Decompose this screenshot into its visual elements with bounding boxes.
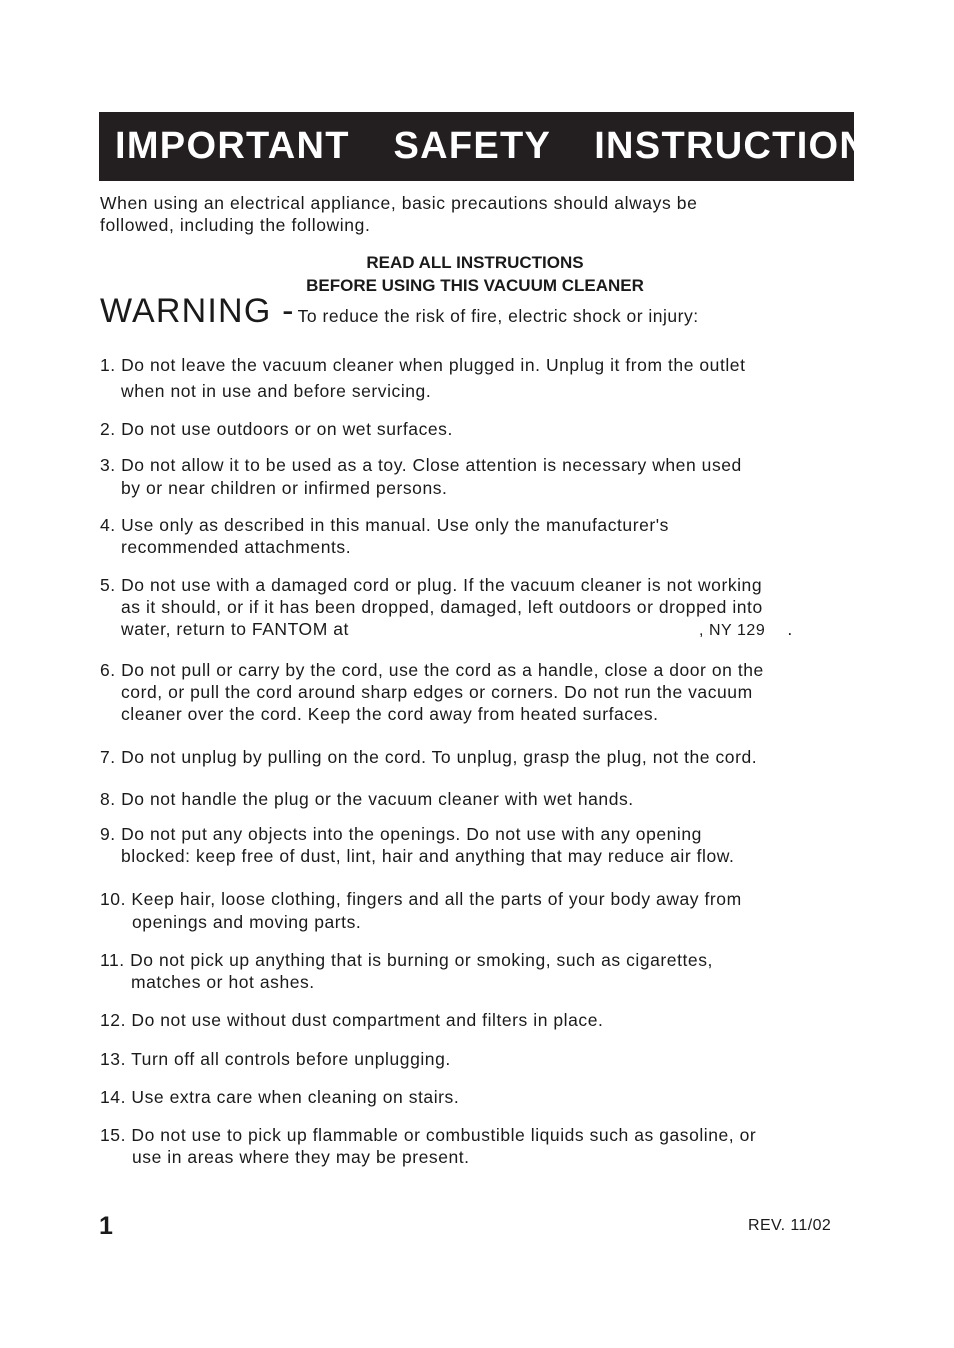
revision-label: REV. 11/02 [748,1217,832,1234]
item-text: 13. Turn off all controls before unplugging. [100,1049,451,1069]
item-text: . [787,619,793,639]
intro-line: When using an electrical appliance, basic precautions should always be [100,193,698,213]
warning-label: WARNING - [100,292,295,330]
item-text: 7. Do not unplug by pulling on the cord. To unplug, grasp the plug, not the cord. [100,747,758,767]
list-item [100,746,845,768]
list-item [100,354,845,402]
item-line [100,618,845,642]
item-text: when not in use and before servicing. [121,381,432,401]
item-text: 15. Do not use to pick up flammable or combustible liquids such as gasoline, or [100,1125,757,1145]
item-text: 11. Do not pick up anything that is burning or smoking, such as cigarettes, [100,950,713,970]
list-item [100,574,845,642]
list-item [100,1086,845,1108]
list-item [100,823,845,867]
item-text: 4. Use only as described in this manual. Use only the manufacturer's [100,515,669,535]
page-number: 1 [99,1212,113,1240]
item-text: 5. Do not use with a damaged cord or plug. If the vacuum cleaner is not working [100,575,763,595]
item-text: 2. Do not use outdoors or on wet surfaces. [100,419,453,439]
item-text: 6. Do not pull or carry by the cord, use the cord as a handle, close a door on the [100,660,764,680]
list-item [100,788,845,810]
list-item [100,1048,845,1070]
list-item [100,949,845,993]
item-text: blocked: keep free of dust, lint, hair and anything that may reduce air flow. [121,846,735,866]
list-item [100,418,845,440]
warning-text: To reduce the risk of fire, electric shock or injury: [297,306,699,326]
item-text: 14. Use extra care when cleaning on stairs. [100,1087,460,1107]
item-text: cord, or pull the cord around sharp edges or corners. Do not run the vacuum [121,682,753,702]
item-text: openings and moving parts. [132,912,362,932]
title-banner [99,112,895,181]
item-text: water, return to FANTOM at [121,619,349,639]
page-title: IMPORTANT SAFETY INSTRUCTIONS [115,125,895,167]
item-text: 10. Keep hair, loose clothing, fingers and all the parts of your body away from [100,889,742,909]
read-all-heading [200,251,750,297]
read-all-line: READ ALL INSTRUCTIONS [366,253,584,272]
intro-line: followed, including the following. [100,215,371,235]
list-item [100,1009,845,1031]
item-text: cleaner over the cord. Keep the cord away from heated surfaces. [121,704,659,724]
item-text: 1. Do not leave the vacuum cleaner when plugged in. Unplug it from the outlet [100,355,746,375]
intro-paragraph [100,192,820,236]
item-text: by or near children or infirmed persons. [121,478,448,498]
list-item [100,1124,845,1168]
list-item [100,888,845,933]
list-item [100,454,845,499]
item-text: 3. Do not allow it to be used as a toy. Close attention is necessary when used [100,455,742,475]
item-text: 12. Do not use without dust compartment and filters in place. [100,1010,604,1030]
list-item [100,514,845,558]
item-text: use in areas where they may be present. [132,1147,470,1167]
list-item [100,659,845,725]
item-text: as it should, or if it has been dropped, damaged, left outdoors or dropped into [121,597,763,617]
item-text: , NY 129 [698,622,766,639]
read-all-line: BEFORE USING THIS VACUUM CLEANER [306,276,644,295]
item-text: 8. Do not handle the plug or the vacuum cleaner with wet hands. [100,789,634,809]
item-text: 9. Do not put any objects into the openings. Do not use with any opening [100,824,702,844]
item-text: recommended attachments. [121,537,352,557]
item-text: matches or hot ashes. [131,972,315,992]
warning-line [100,292,699,331]
